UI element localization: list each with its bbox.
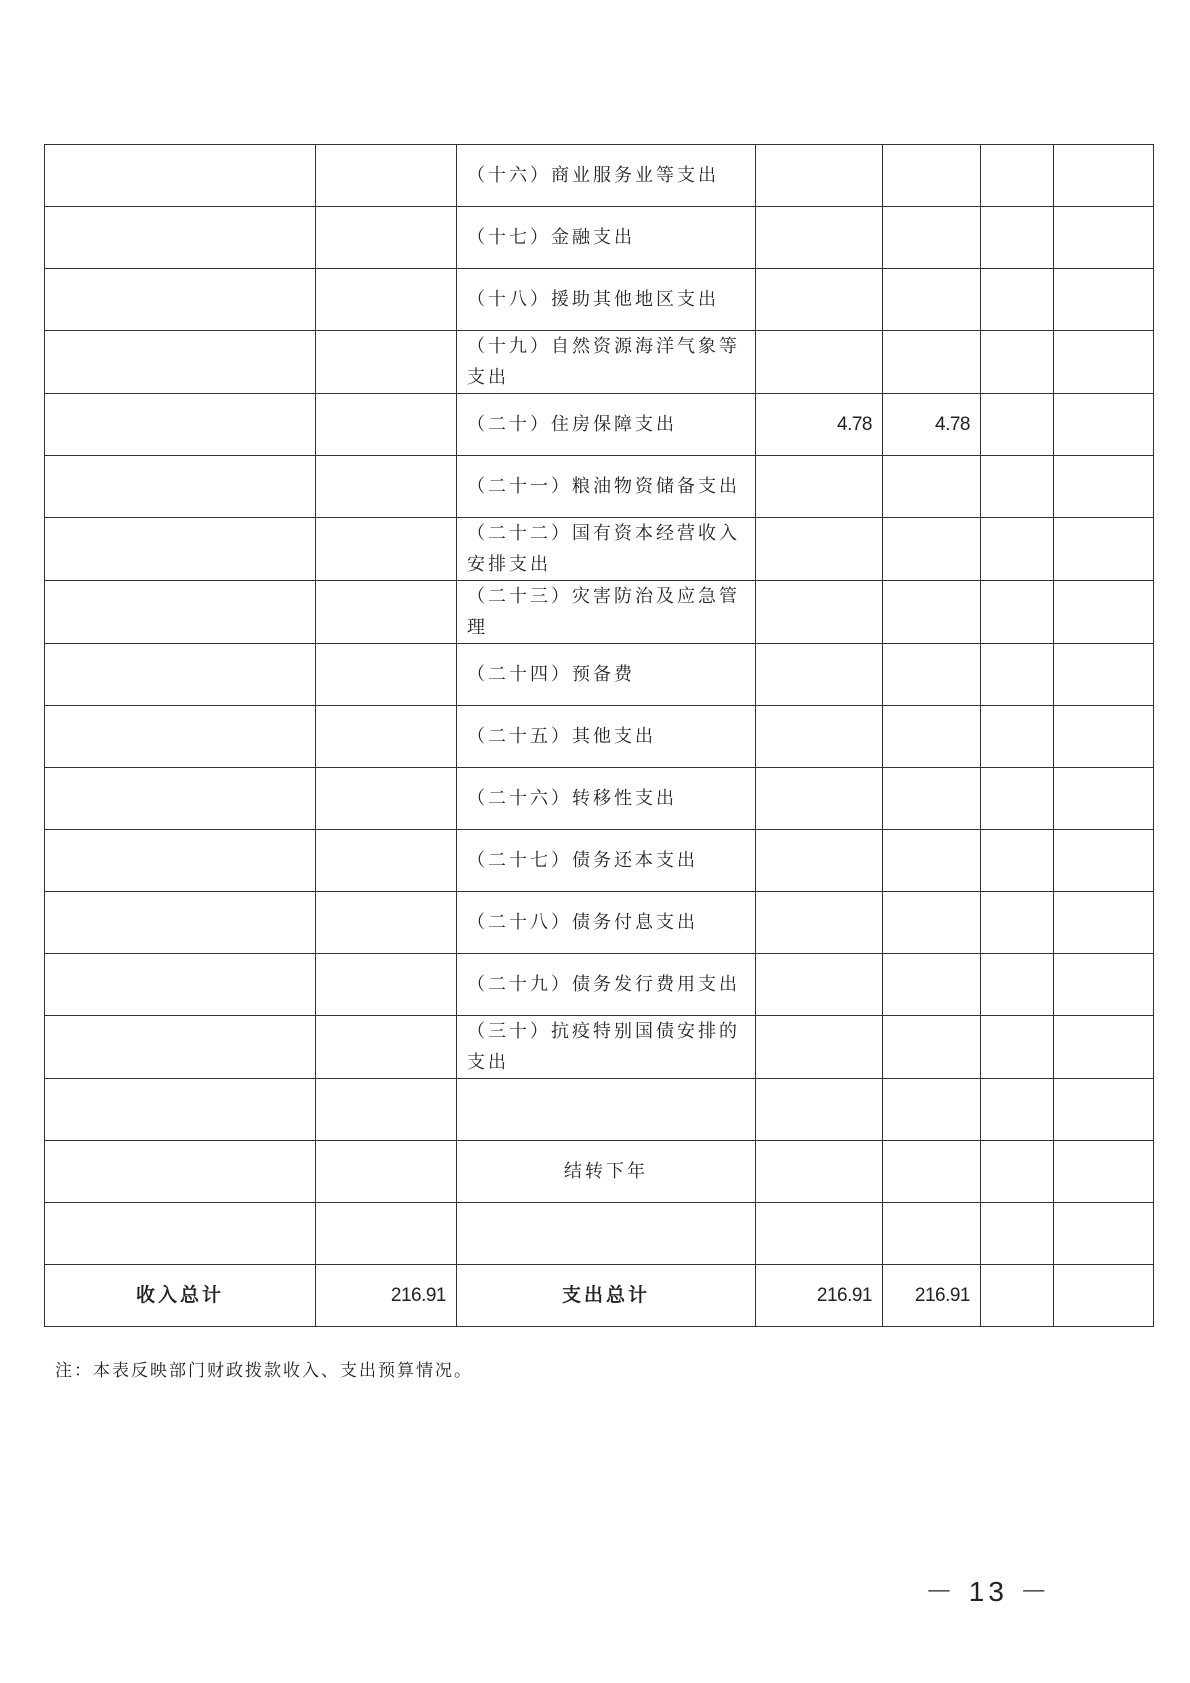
income-amount-cell (316, 207, 457, 269)
expense-general-cell: 4.78 (883, 394, 981, 456)
income-amount-cell (316, 706, 457, 768)
expense-item-cell: （二十九）债务发行费用支出 (457, 954, 756, 1016)
income-item-cell (45, 145, 316, 207)
income-amount-cell (316, 394, 457, 456)
table-row (45, 394, 1154, 456)
expense-col6-cell (981, 269, 1054, 331)
expense-general-cell (883, 830, 981, 892)
expense-item-cell: （十九）自然资源海洋气象等支出 (457, 331, 756, 394)
expense-item-cell (457, 1203, 756, 1265)
expense-total-label: 支出总计 (457, 1265, 756, 1327)
expense-general-cell (883, 1016, 981, 1079)
expense-col7-cell (1054, 394, 1154, 456)
income-amount-cell (316, 269, 457, 331)
expense-col7-cell (1054, 269, 1154, 331)
expense-general-cell (883, 518, 981, 581)
expense-general-cell (883, 456, 981, 518)
table-row (45, 1079, 1154, 1141)
expense-item-cell: （十七）金融支出 (457, 207, 756, 269)
income-amount-cell (316, 644, 457, 706)
table-row (45, 1141, 1154, 1203)
income-amount-cell (316, 518, 457, 581)
expense-total-cell (756, 644, 883, 706)
expense-col6-cell (981, 331, 1054, 394)
expense-col6-cell (981, 145, 1054, 207)
page-number: － 13 － (925, 1576, 1052, 1607)
table-row (45, 892, 1154, 954)
income-item-cell (45, 581, 316, 644)
expense-col6-cell (981, 954, 1054, 1016)
expense-total-cell (756, 269, 883, 331)
table-row (45, 830, 1154, 892)
totals-row (45, 1265, 1154, 1327)
income-item-cell (45, 830, 316, 892)
expense-total-cell (756, 1203, 883, 1265)
expense-col6-cell (981, 768, 1054, 830)
expense-col7-cell (1054, 1079, 1154, 1141)
expense-col6-cell (981, 644, 1054, 706)
expense-general-cell (883, 768, 981, 830)
income-item-cell (45, 1141, 316, 1203)
expense-col6-cell (981, 830, 1054, 892)
table-row (45, 456, 1154, 518)
income-item-cell (45, 207, 316, 269)
expense-general-cell (883, 145, 981, 207)
expense-item-cell: （二十）住房保障支出 (457, 394, 756, 456)
income-item-cell (45, 892, 316, 954)
table-note: 注：本表反映部门财政拨款收入、支出预算情况。 (55, 1361, 473, 1381)
income-amount-cell (316, 1141, 457, 1203)
expense-col6-cell (981, 1203, 1054, 1265)
expense-col6-cell (981, 1016, 1054, 1079)
income-item-cell (45, 768, 316, 830)
income-amount-cell (316, 331, 457, 394)
expense-item-cell: （二十一）粮油物资储备支出 (457, 456, 756, 518)
expense-total-cell (756, 581, 883, 644)
income-item-cell (45, 1016, 316, 1079)
table-row (45, 581, 1154, 644)
expense-col6-cell (981, 456, 1054, 518)
expense-general-cell (883, 706, 981, 768)
expense-total-amount: 216.91 (756, 1265, 883, 1327)
expense-total-cell (756, 954, 883, 1016)
table-row (45, 331, 1154, 394)
budget-table (44, 144, 1154, 1327)
income-amount-cell (316, 1016, 457, 1079)
expense-item-cell: （二十二）国有资本经营收入安排支出 (457, 518, 756, 581)
expense-total-cell (756, 331, 883, 394)
expense-col6-cell (981, 706, 1054, 768)
expense-col7-cell (1054, 456, 1154, 518)
expense-total-cell (756, 1141, 883, 1203)
table-row (45, 1203, 1154, 1265)
income-amount-cell (316, 892, 457, 954)
expense-item-cell: （十六）商业服务业等支出 (457, 145, 756, 207)
expense-general-cell (883, 644, 981, 706)
table-row (45, 644, 1154, 706)
income-item-cell (45, 644, 316, 706)
income-amount-cell (316, 954, 457, 1016)
income-total-label: 收入总计 (45, 1265, 316, 1327)
expense-total-cell: 4.78 (756, 394, 883, 456)
expense-col7-cell (1054, 581, 1154, 644)
income-item-cell (45, 269, 316, 331)
table-row (45, 269, 1154, 331)
income-amount-cell (316, 456, 457, 518)
income-amount-cell (316, 1079, 457, 1141)
expense-col7-cell (1054, 830, 1154, 892)
expense-col7-cell (1054, 892, 1154, 954)
expense-col7-cell (1054, 768, 1154, 830)
expense-item-cell: 结转下年 (457, 1141, 756, 1203)
expense-col7-cell (1054, 1141, 1154, 1203)
income-item-cell (45, 331, 316, 394)
expense-general-cell (883, 581, 981, 644)
income-item-cell (45, 394, 316, 456)
expense-general-cell (883, 331, 981, 394)
expense-col7-cell (1054, 706, 1154, 768)
expense-col6-cell (981, 581, 1054, 644)
table-row (45, 518, 1154, 581)
income-item-cell (45, 456, 316, 518)
expense-item-cell: （二十三）灾害防治及应急管理 (457, 581, 756, 644)
expense-item-cell: （二十八）债务付息支出 (457, 892, 756, 954)
expense-item-cell: （二十七）债务还本支出 (457, 830, 756, 892)
expense-total-cell (756, 1079, 883, 1141)
expense-col7-cell (1054, 207, 1154, 269)
expense-general-total: 216.91 (883, 1265, 981, 1327)
expense-item-cell: （十八）援助其他地区支出 (457, 269, 756, 331)
expense-col6-cell (981, 394, 1054, 456)
expense-col7-cell (1054, 1016, 1154, 1079)
expense-item-cell (457, 1079, 756, 1141)
expense-total-cell (756, 830, 883, 892)
expense-general-cell (883, 1203, 981, 1265)
expense-col6-cell (981, 892, 1054, 954)
income-item-cell (45, 1079, 316, 1141)
table-row (45, 145, 1154, 207)
income-item-cell (45, 1203, 316, 1265)
expense-item-cell: （三十）抗疫特别国债安排的支出 (457, 1016, 756, 1079)
expense-col6-cell (981, 518, 1054, 581)
table-row (45, 706, 1154, 768)
expense-total-cell (756, 456, 883, 518)
expense-general-cell (883, 207, 981, 269)
income-amount-cell (316, 768, 457, 830)
expense-item-cell: （二十四）预备费 (457, 644, 756, 706)
expense-general-cell (883, 954, 981, 1016)
expense-total-cell (756, 207, 883, 269)
expense-col7-cell (1054, 1203, 1154, 1265)
expense-general-cell (883, 269, 981, 331)
expense-col6-total (981, 1265, 1054, 1327)
expense-item-cell: （二十五）其他支出 (457, 706, 756, 768)
income-amount-cell (316, 145, 457, 207)
table-row (45, 768, 1154, 830)
expense-item-cell: （二十六）转移性支出 (457, 768, 756, 830)
income-amount-cell (316, 581, 457, 644)
expense-total-cell (756, 768, 883, 830)
expense-col6-cell (981, 207, 1054, 269)
expense-total-cell (756, 145, 883, 207)
income-total-amount: 216.91 (316, 1265, 457, 1327)
expense-col6-cell (981, 1141, 1054, 1203)
income-amount-cell (316, 1203, 457, 1265)
income-item-cell (45, 706, 316, 768)
table-row (45, 1016, 1154, 1079)
expense-total-cell (756, 892, 883, 954)
expense-general-cell (883, 892, 981, 954)
table-row (45, 954, 1154, 1016)
expense-total-cell (756, 1016, 883, 1079)
expense-col7-cell (1054, 518, 1154, 581)
expense-col7-cell (1054, 145, 1154, 207)
expense-general-cell (883, 1141, 981, 1203)
income-item-cell (45, 518, 316, 581)
table-row (45, 207, 1154, 269)
expense-col7-cell (1054, 644, 1154, 706)
expense-col6-cell (981, 1079, 1054, 1141)
expense-total-cell (756, 518, 883, 581)
income-amount-cell (316, 830, 457, 892)
expense-general-cell (883, 1079, 981, 1141)
expense-col7-cell (1054, 954, 1154, 1016)
table-body (45, 145, 1154, 1327)
income-item-cell (45, 954, 316, 1016)
expense-total-cell (756, 706, 883, 768)
expense-col7-total (1054, 1265, 1154, 1327)
expense-col7-cell (1054, 331, 1154, 394)
